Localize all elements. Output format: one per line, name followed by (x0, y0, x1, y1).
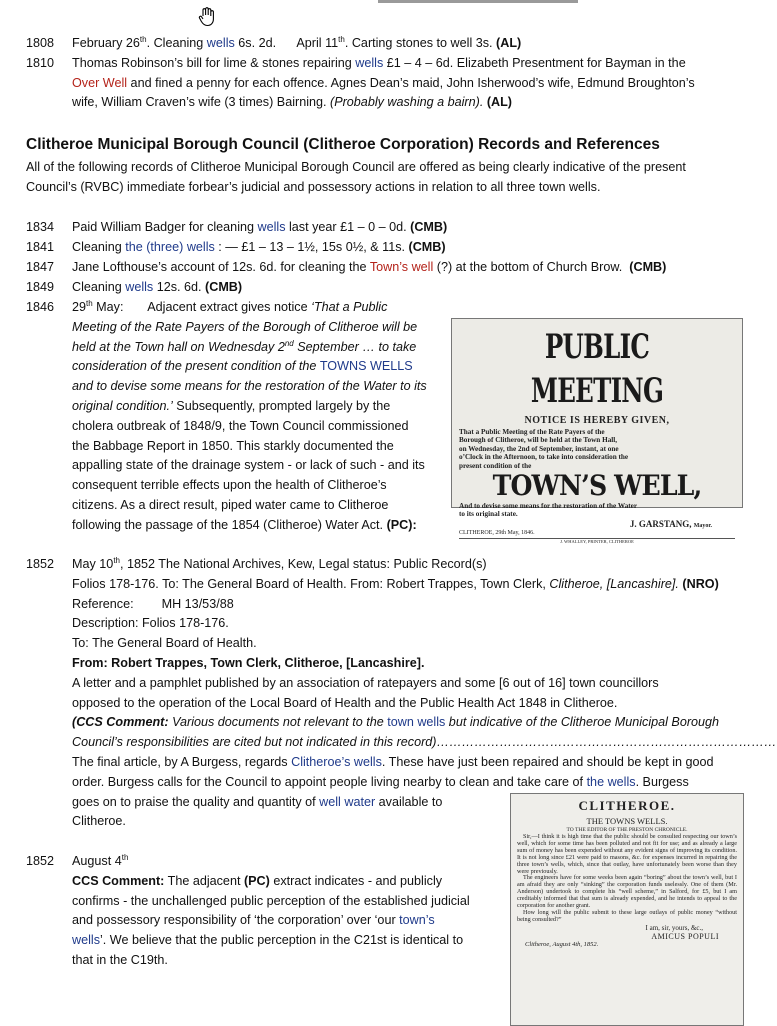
poster-printer: J. WHALLEY, PRINTER, CLITHEROE (459, 538, 735, 544)
section-intro-line: All of the following records of Clitheroe Municipal Borough Council are offered as being clearly indicative of the present (26, 160, 686, 174)
newspaper-signature: AMICUS POPULI (651, 931, 719, 941)
poster-notice: NOTICE IS HEREBY GIVEN, (524, 415, 670, 426)
newspaper-clipping: CLITHEROE. THE TOWNS WELLS. TO THE EDITOR OF THE PRESTON CHRONICLE. Sir,—I think it is high time that the public should be consulted respecting our town’s well, which for some time has been polluted and not fit for use; and as already a large sum of money has been expended without any evident signs of improving its condition. It is not long since £21 were paid to masons, &c. for expenses incurred in repairing the three town’s wells, which, since that outlay, have unfortunately been worse than they were previously. The engineers have for some weeks been again “boring” about the town’s well, but I am afraid they are only “sinking” the corporation funds uselessly. One of them (Mr. Anderson) undertook to complete his “well scheme,” in Salford, for £5, but I am creditably informed that that sum is already expended, and he intends to appeal to the corporation for another grant. How long will the public submit to these large outlays of public money “without being consulted?” I am, sir, yours, &c., AMICUS POPULI Clitheroe, August 4th, 1852. (510, 793, 744, 1026)
poster-date: CLITHEROE, 29th May, 1846. (459, 529, 535, 536)
hand-cursor-icon (198, 7, 216, 27)
poster-towns-well: TOWN’S WELL, (492, 469, 702, 503)
entry-text: Thomas Robinson’s bill for lime & stones repairing wells £1 – 4 – 6d. Elizabeth Presentment for Bayman in the Over Well and fined a penny for each offence. Agnes Dean’s maid, John Isherwood’s wife, Edmund Broughton’s wife, William Craven’s wife (3 times) Bairning. (Probably washing a bairn). (AL) (72, 56, 695, 109)
entry-year: 1808 (26, 36, 55, 50)
wells-link: wells (206, 36, 235, 50)
newspaper-paragraph: The engineers have for some weeks been again “boring” about the town’s well, but I am afraid they are only “sinking” the corporation funds uselessly. One of them (Mr. Anderson) undertook to complete his “well scheme,” in Salford, for £5, but I am creditably informed that that sum is already expended, and he intends to appeal to the corporation for another grant. (517, 874, 737, 910)
section-heading: Clitheroe Municipal Borough Council (Clitheroe Corporation) Records and References (26, 136, 660, 153)
over-well-link: Over Well (72, 75, 128, 90)
cropped-image-bottom-edge (378, 0, 578, 3)
newspaper-date: Clitheroe, August 4th, 1852. (525, 940, 599, 948)
newspaper-heading: THE TOWNS WELLS. (586, 816, 668, 826)
section-intro-line: Council’s (RVBC) immediate forbear’s judicial and possessory actions in relation to all three town wells. (26, 179, 601, 194)
entry-text: February 26th. Cleaning wells 6s. 2d. April 11th. Carting stones to well 3s. (AL) (72, 34, 522, 50)
reference-tag: (AL) (496, 36, 522, 50)
section (26, 136, 742, 197)
poster-signature: J. GARSTANG, (629, 518, 692, 529)
newspaper-masthead: CLITHEROE. (578, 798, 676, 813)
entry-year: 1810 (26, 56, 55, 70)
public-meeting-poster: PUBLIC MEETING NOTICE IS HEREBY GIVEN, That a Public Meeting of the Rate Payers of the Borough of Clitheroe, will be held at the Town Hall, on Wednesday, the 2nd of September, instant, at one o’Clock in the Afternoon, to take into consideration the present condition of the TOWN’S WELL, And to devise some means for the restoration of the Water to its original state. J. GARSTANG, Mayor. CLITHEROE, 29th May, 1846. J. WHALLEY, PRINTER, CLITHEROE (451, 318, 743, 508)
newspaper-paragraph: Sir,—I think it is high time that the public should be consulted respecting our town’s well, which for some time has been polluted and not fit for use; and as already a large sum of money has been expended without any evident signs of improving its condition. It is not long since £21 were paid to masons, &c. for expenses incurred in repairing the three town’s wells, which, since that outlay, have unfortunately been worse than they were previously. (517, 833, 737, 875)
newspaper-paragraph: How long will the public submit to these large outlays of public money “without being consulted?” (517, 908, 737, 923)
poster-title: PUBLIC MEETING (530, 327, 664, 411)
